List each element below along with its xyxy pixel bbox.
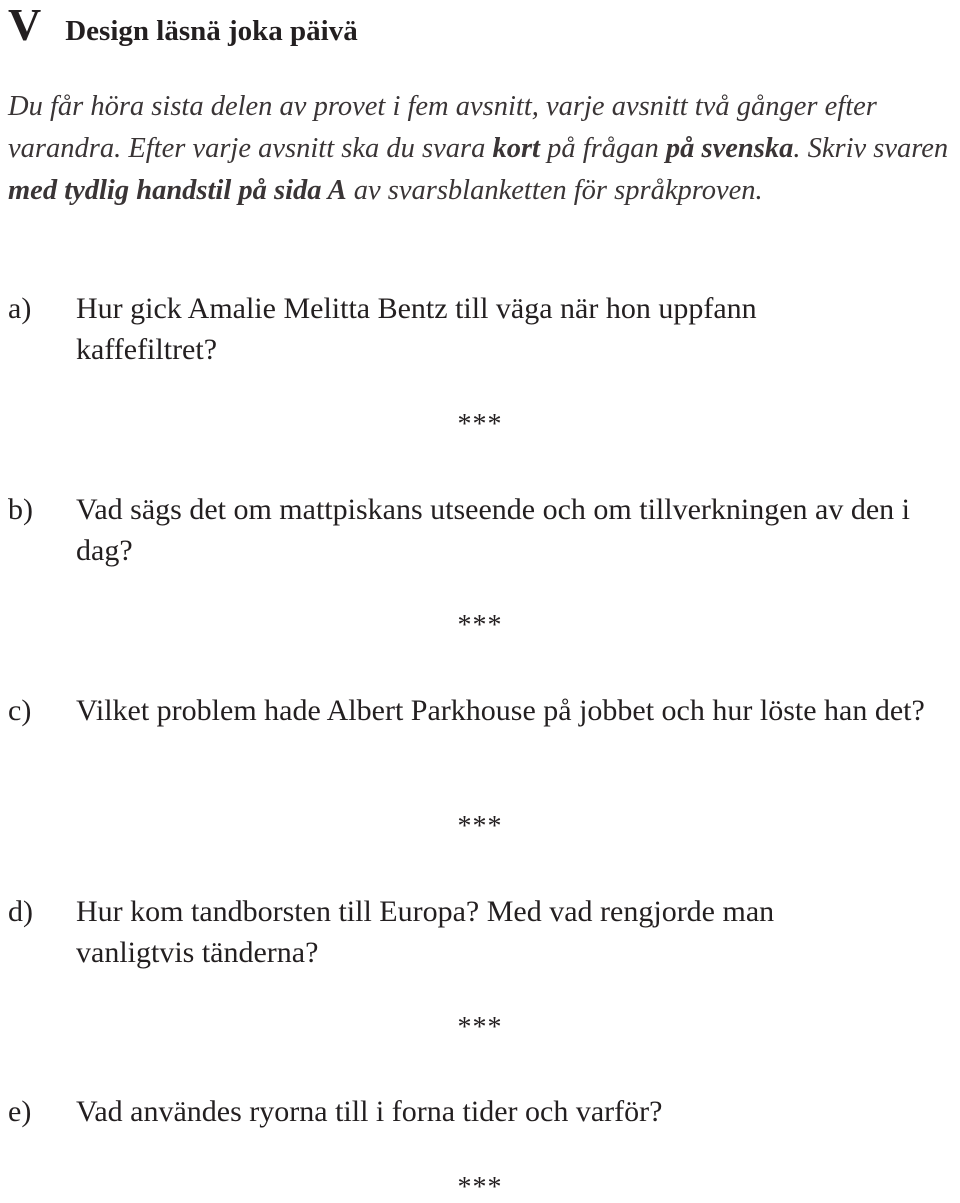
question-e-text: Vad användes ryorna till i forna tider och varför? (76, 1095, 663, 1128)
instructions-text-4: av svarsblanketten för språkproven. (346, 175, 763, 206)
question-c-text: Vilket problem hade Albert Parkhouse på jobbet och hur löste han det? (76, 694, 925, 727)
question-b-text: Vad sägs det om mattpiskans utseende och om tillverkningen av den i dag? (76, 493, 910, 567)
instructions-text-3: . Skriv svaren (793, 133, 949, 164)
separator-c: *** (457, 811, 503, 842)
instructions-text-1: Du får höra sista delen av provet i fem avsnitt, varje avsnitt två gånger efter varandra. Efter varje avsnitt ska du svara (8, 91, 877, 164)
instructions-text-2: på frågan (539, 133, 666, 164)
question-a-text: Hur gick Amalie Melitta Bentz till väga när hon uppfann kaffefiltret? (76, 292, 757, 366)
section-header (8, 0, 358, 60)
instructions-bold-2: på svenska (665, 133, 794, 164)
separator-d: *** (457, 1012, 503, 1043)
question-b-label: b) (8, 493, 33, 526)
question-d (8, 891, 956, 973)
separator-b: *** (457, 610, 503, 641)
separator-e: *** (457, 1172, 503, 1203)
question-b (8, 489, 956, 571)
question-d-label: d) (8, 895, 33, 928)
section-title: Design läsnä joka päivä (65, 15, 358, 47)
question-a (8, 288, 956, 370)
instructions-bold-1: kort (492, 133, 540, 164)
instructions-paragraph (8, 86, 956, 212)
section-letter: V (8, 0, 42, 50)
question-e-label: e) (8, 1095, 32, 1128)
separator-a: *** (457, 409, 503, 440)
question-c (8, 690, 956, 731)
question-d-text: Hur kom tandborsten till Europa? Med vad rengjorde man vanligtvis tänderna? (76, 895, 775, 969)
question-c-label: c) (8, 694, 32, 727)
question-e (8, 1091, 956, 1132)
instructions-bold-3: med tydlig handstil på sida A (8, 175, 347, 206)
question-a-label: a) (8, 292, 32, 325)
